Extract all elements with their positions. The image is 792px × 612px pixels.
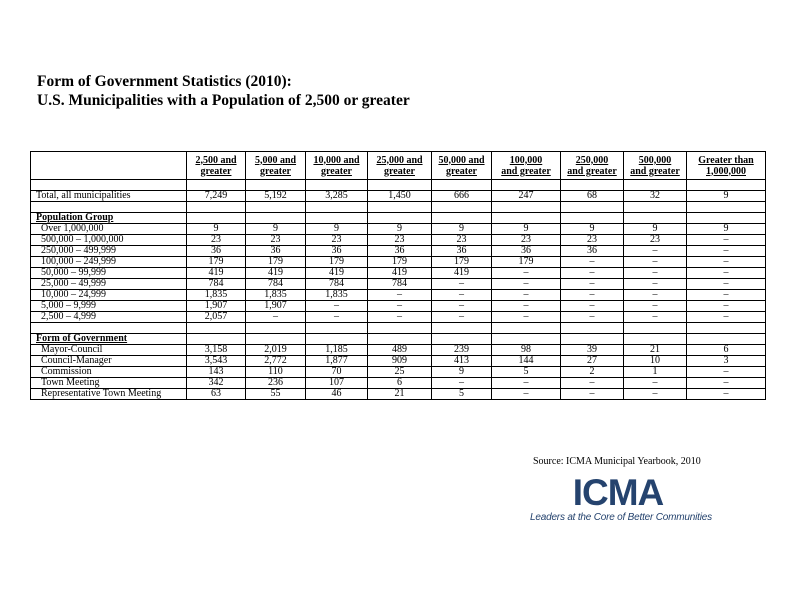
value-cell: 6: [687, 345, 766, 356]
value-cell: 419: [432, 268, 492, 279]
empty-cell: [306, 202, 368, 213]
value-cell: –: [492, 389, 561, 400]
value-cell: 5,192: [246, 191, 306, 202]
value-cell: –: [624, 268, 687, 279]
section-title: Population Group: [31, 213, 187, 224]
table-row: [31, 268, 766, 279]
value-cell: 247: [492, 191, 561, 202]
empty-cell: [432, 334, 492, 345]
value-cell: –: [492, 301, 561, 312]
value-cell: 784: [246, 279, 306, 290]
empty-cell: [624, 180, 687, 191]
value-cell: 9: [561, 224, 624, 235]
column-header: 2,500 and greater: [187, 152, 246, 180]
value-cell: 2,057: [187, 312, 246, 323]
value-cell: 68: [561, 191, 624, 202]
value-cell: 36: [306, 246, 368, 257]
value-cell: 179: [246, 257, 306, 268]
empty-cell: [246, 334, 306, 345]
value-cell: 3: [687, 356, 766, 367]
value-cell: –: [687, 290, 766, 301]
row-label: 250,000 – 499,999: [31, 246, 187, 257]
value-cell: 107: [306, 378, 368, 389]
table-row: [31, 191, 766, 202]
column-header: 100,000 and greater: [492, 152, 561, 180]
empty-cell: [492, 202, 561, 213]
value-cell: 23: [187, 235, 246, 246]
spacer-row: [31, 180, 766, 191]
value-cell: 179: [492, 257, 561, 268]
value-cell: 1,835: [306, 290, 368, 301]
value-cell: 25: [368, 367, 432, 378]
empty-cell: [492, 180, 561, 191]
value-cell: 55: [246, 389, 306, 400]
row-label: 2,500 – 4,999: [31, 312, 187, 323]
value-cell: 144: [492, 356, 561, 367]
title-line-2: U.S. Municipalities with a Population of 2,500 or greater: [37, 92, 410, 109]
value-cell: –: [687, 378, 766, 389]
value-cell: –: [687, 257, 766, 268]
empty-cell: [246, 180, 306, 191]
value-cell: 3,285: [306, 191, 368, 202]
value-cell: 21: [624, 345, 687, 356]
empty-cell: [687, 180, 766, 191]
value-cell: 36: [368, 246, 432, 257]
value-cell: 9: [187, 224, 246, 235]
value-cell: –: [306, 312, 368, 323]
value-cell: –: [432, 378, 492, 389]
empty-cell: [687, 213, 766, 224]
value-cell: 9: [246, 224, 306, 235]
value-cell: –: [687, 235, 766, 246]
value-cell: –: [492, 290, 561, 301]
value-cell: 1,835: [187, 290, 246, 301]
table-row: [31, 378, 766, 389]
value-cell: –: [624, 279, 687, 290]
table-row: [31, 279, 766, 290]
section-header-row: [31, 334, 766, 345]
value-cell: 23: [624, 235, 687, 246]
empty-cell: [31, 323, 187, 334]
value-cell: 909: [368, 356, 432, 367]
empty-cell: [624, 334, 687, 345]
empty-cell: [432, 180, 492, 191]
row-label: 10,000 – 24,999: [31, 290, 187, 301]
value-cell: –: [561, 389, 624, 400]
title-line-1: Form of Government Statistics (2010):: [37, 73, 292, 90]
value-cell: 419: [368, 268, 432, 279]
empty-cell: [368, 180, 432, 191]
spacer-row: [31, 323, 766, 334]
table-row: [31, 235, 766, 246]
empty-cell: [687, 202, 766, 213]
value-cell: 143: [187, 367, 246, 378]
value-cell: –: [561, 257, 624, 268]
value-cell: –: [432, 301, 492, 312]
value-cell: 5: [432, 389, 492, 400]
value-cell: 23: [561, 235, 624, 246]
value-cell: 70: [306, 367, 368, 378]
value-cell: –: [624, 301, 687, 312]
row-label: 25,000 – 49,999: [31, 279, 187, 290]
table-row: [31, 301, 766, 312]
value-cell: 784: [187, 279, 246, 290]
table-row: [31, 246, 766, 257]
table-row: [31, 345, 766, 356]
value-cell: –: [687, 246, 766, 257]
value-cell: 23: [492, 235, 561, 246]
table-row: [31, 389, 766, 400]
column-header: 250,000 and greater: [561, 152, 624, 180]
value-cell: –: [687, 312, 766, 323]
empty-cell: [561, 323, 624, 334]
empty-cell: [246, 202, 306, 213]
value-cell: 9: [687, 224, 766, 235]
value-cell: –: [561, 301, 624, 312]
value-cell: 36: [187, 246, 246, 257]
empty-cell: [187, 334, 246, 345]
source-note: Source: ICMA Municipal Yearbook, 2010: [533, 456, 701, 467]
value-cell: 2: [561, 367, 624, 378]
value-cell: 784: [306, 279, 368, 290]
value-cell: 1: [624, 367, 687, 378]
value-cell: 63: [187, 389, 246, 400]
page-title: [37, 72, 410, 110]
value-cell: –: [368, 290, 432, 301]
value-cell: 46: [306, 389, 368, 400]
value-cell: 2,019: [246, 345, 306, 356]
empty-cell: [368, 323, 432, 334]
value-cell: 413: [432, 356, 492, 367]
value-cell: 179: [432, 257, 492, 268]
value-cell: 342: [187, 378, 246, 389]
row-label: Representative Town Meeting: [31, 389, 187, 400]
value-cell: –: [246, 312, 306, 323]
value-cell: 9: [687, 191, 766, 202]
value-cell: 666: [432, 191, 492, 202]
value-cell: –: [624, 378, 687, 389]
empty-cell: [306, 213, 368, 224]
value-cell: 5: [492, 367, 561, 378]
empty-cell: [368, 213, 432, 224]
value-cell: –: [624, 257, 687, 268]
table-row: [31, 356, 766, 367]
value-cell: –: [561, 378, 624, 389]
icma-logo: [568, 472, 668, 510]
empty-cell: [187, 202, 246, 213]
value-cell: 23: [368, 235, 432, 246]
value-cell: –: [624, 246, 687, 257]
value-cell: 9: [624, 224, 687, 235]
header-row: [31, 152, 766, 180]
value-cell: 2,772: [246, 356, 306, 367]
table-row: [31, 367, 766, 378]
value-cell: –: [561, 279, 624, 290]
empty-cell: [306, 334, 368, 345]
value-cell: –: [368, 301, 432, 312]
empty-cell: [31, 180, 187, 191]
value-cell: –: [687, 268, 766, 279]
value-cell: –: [492, 268, 561, 279]
empty-cell: [624, 323, 687, 334]
empty-cell: [561, 213, 624, 224]
value-cell: –: [687, 389, 766, 400]
value-cell: 236: [246, 378, 306, 389]
value-cell: 3,543: [187, 356, 246, 367]
value-cell: 7,249: [187, 191, 246, 202]
value-cell: 179: [306, 257, 368, 268]
value-cell: 23: [306, 235, 368, 246]
empty-cell: [306, 180, 368, 191]
value-cell: –: [561, 290, 624, 301]
value-cell: 179: [187, 257, 246, 268]
spacer-row: [31, 202, 766, 213]
value-cell: 1,185: [306, 345, 368, 356]
column-header: 5,000 and greater: [246, 152, 306, 180]
value-cell: –: [432, 290, 492, 301]
empty-cell: [432, 213, 492, 224]
empty-cell: [561, 180, 624, 191]
value-cell: 9: [432, 367, 492, 378]
value-cell: –: [492, 279, 561, 290]
value-cell: –: [492, 378, 561, 389]
value-cell: 32: [624, 191, 687, 202]
row-label: 5,000 – 9,999: [31, 301, 187, 312]
section-header-row: [31, 213, 766, 224]
row-label: Over 1,000,000: [31, 224, 187, 235]
row-label: Council-Manager: [31, 356, 187, 367]
empty-cell: [561, 334, 624, 345]
value-cell: 1,907: [246, 301, 306, 312]
value-cell: –: [624, 389, 687, 400]
value-cell: 1,877: [306, 356, 368, 367]
value-cell: 36: [561, 246, 624, 257]
value-cell: –: [432, 312, 492, 323]
row-label: 50,000 – 99,999: [31, 268, 187, 279]
empty-cell: [561, 202, 624, 213]
row-label: 100,000 – 249,999: [31, 257, 187, 268]
value-cell: 36: [432, 246, 492, 257]
value-cell: 36: [246, 246, 306, 257]
value-cell: 419: [187, 268, 246, 279]
header-label-cell: [31, 152, 187, 180]
logo-text: ICMA: [572, 472, 664, 510]
column-header: Greater than 1,000,000: [687, 152, 766, 180]
value-cell: 239: [432, 345, 492, 356]
value-cell: 39: [561, 345, 624, 356]
value-cell: 1,450: [368, 191, 432, 202]
value-cell: 21: [368, 389, 432, 400]
empty-cell: [687, 334, 766, 345]
column-header: 50,000 and greater: [432, 152, 492, 180]
empty-cell: [492, 334, 561, 345]
value-cell: 179: [368, 257, 432, 268]
empty-cell: [187, 213, 246, 224]
empty-cell: [432, 202, 492, 213]
section-title: Form of Government: [31, 334, 187, 345]
empty-cell: [368, 334, 432, 345]
table-row: [31, 257, 766, 268]
empty-cell: [624, 202, 687, 213]
statistics-table: [30, 151, 766, 400]
empty-cell: [368, 202, 432, 213]
empty-cell: [306, 323, 368, 334]
value-cell: –: [561, 268, 624, 279]
row-label: Mayor-Council: [31, 345, 187, 356]
value-cell: –: [687, 301, 766, 312]
value-cell: –: [368, 312, 432, 323]
value-cell: –: [624, 312, 687, 323]
value-cell: –: [561, 312, 624, 323]
value-cell: 9: [306, 224, 368, 235]
table-row: [31, 312, 766, 323]
row-label: Total, all municipalities: [31, 191, 187, 202]
value-cell: –: [687, 279, 766, 290]
empty-cell: [432, 323, 492, 334]
table-row: [31, 290, 766, 301]
value-cell: 3,158: [187, 345, 246, 356]
value-cell: 9: [368, 224, 432, 235]
table-row: [31, 224, 766, 235]
row-label: Commission: [31, 367, 187, 378]
column-header: 500,000 and greater: [624, 152, 687, 180]
row-label: 500,000 – 1,000,000: [31, 235, 187, 246]
value-cell: 36: [492, 246, 561, 257]
value-cell: 6: [368, 378, 432, 389]
empty-cell: [492, 213, 561, 224]
value-cell: 9: [492, 224, 561, 235]
column-header: 10,000 and greater: [306, 152, 368, 180]
value-cell: –: [432, 279, 492, 290]
value-cell: 27: [561, 356, 624, 367]
column-header: 25,000 and greater: [368, 152, 432, 180]
value-cell: 23: [432, 235, 492, 246]
value-cell: 9: [432, 224, 492, 235]
empty-cell: [31, 202, 187, 213]
value-cell: 419: [306, 268, 368, 279]
value-cell: 10: [624, 356, 687, 367]
empty-cell: [492, 323, 561, 334]
logo-tagline: Leaders at the Core of Better Communities: [530, 512, 712, 523]
value-cell: 784: [368, 279, 432, 290]
value-cell: –: [624, 290, 687, 301]
value-cell: 98: [492, 345, 561, 356]
value-cell: 23: [246, 235, 306, 246]
empty-cell: [187, 180, 246, 191]
value-cell: –: [687, 367, 766, 378]
row-label: Town Meeting: [31, 378, 187, 389]
empty-cell: [187, 323, 246, 334]
value-cell: –: [492, 312, 561, 323]
value-cell: 419: [246, 268, 306, 279]
empty-cell: [246, 323, 306, 334]
value-cell: 1,907: [187, 301, 246, 312]
empty-cell: [246, 213, 306, 224]
empty-cell: [687, 323, 766, 334]
value-cell: 489: [368, 345, 432, 356]
value-cell: –: [306, 301, 368, 312]
value-cell: 110: [246, 367, 306, 378]
empty-cell: [624, 213, 687, 224]
value-cell: 1,835: [246, 290, 306, 301]
